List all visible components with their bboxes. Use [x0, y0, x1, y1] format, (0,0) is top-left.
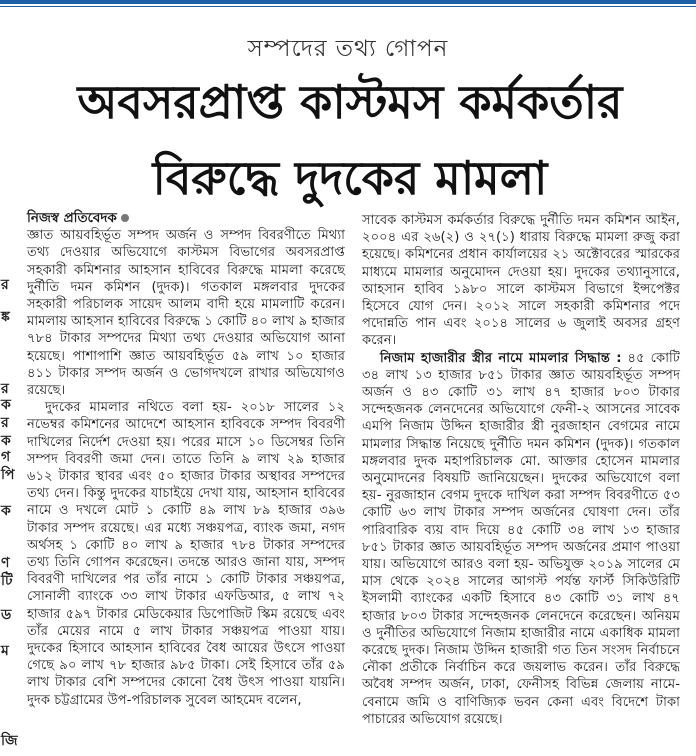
fragment: ক	[1, 433, 11, 449]
fragment: ম	[1, 643, 9, 659]
kicker: সম্পদের তথ্য গোপন	[247, 36, 449, 62]
fragment: পি	[1, 467, 15, 483]
top-rule	[0, 0, 696, 4]
body-paragraph: দুদকের মামলার নথিতে বলা হয়- ২০১৮ সালের ১২ নভেম্বর কমিশনের আদেশে আহসান হাবিবকে সম্পদ বিবরণী দাখিলের নির্দেশ দেওয়া হয়। পরের মাসে ১০ ডিসেম্বর তিনি সম্পদ বিবরণী জমা দেন। তাতে তিনি ৯ লাখ ২৯ হাজার ৬১২ টাকার স্থাবর এবং ৫০ হাজার টাকার অস্থাবর সম্পদের তথ্য দেন। কিন্তু দুদকের যাচাইয়ে দেখা যায়, আহসান হাবিবের নামে ও দখলে মোট ১ কোটি ৪৯ লাখ ৮৯ হাজার ৩৯৬ টাকার সম্পদ রয়েছে। এর মধ্যে সঞ্চয়পত্র, ব্যাংক জমা, নগদ অর্থসহ ১ কোটি ৪০ লাখ ৯ হাজার ৭৮৪ টাকার সম্পদের তথ্য তিনি গোপন করেছেন। তদন্তে আরও জানা যায়, সম্পদ বিবরণী দাখিলের পর তাঁর নামে ১ কোটি টাকার সঞ্চয়পত্র, সোনালী ব্যাংকে ৩৩ লাখ টাকার এফডিআর, ৫ লাখ ৭২ হাজার ৫৯৭ টাকার মেডিকেয়ার ডিপোজিট স্কিম রয়েছে এবং তাঁর মেয়ের নামে ৫ লাখ টাকার সঞ্চয়পত্র পাওয়া যায়। দুদকের হিসাবে আহসান হাবিবের বৈধ আয়ের উৎসে পাওয়া গেছে ৯০ লাখ ৭৮ হাজার ৯৮৫ টাকা। সেই হিসাবে তাঁর ৫৯ লাখ টাকার বেশি সম্পদের কোনো বৈধ উৎস পাওয়া যায়নি। দুদক চট্টগ্রামের উপ-পরিচালক সুবেল আহমেদ বলেন,	[27, 400, 345, 708]
article-column-left	[27, 210, 345, 709]
headline-line-2: বিরুদ্ধে দুদকের মামলা	[152, 151, 548, 205]
fragment: জি	[1, 733, 18, 749]
fragment: ণ	[1, 555, 10, 571]
top-rule-thin	[0, 6, 696, 7]
headline-line-1: অবসরপ্রাপ্ত কাস্টমস কর্মকর্তার	[77, 75, 623, 129]
fragment: ঙ্ক	[1, 309, 10, 325]
fragment: র	[1, 381, 9, 397]
fragment: গ	[1, 449, 11, 465]
byline-row	[27, 210, 345, 227]
fragment: ক	[1, 397, 11, 413]
fragment: ড	[1, 607, 12, 623]
bullet-icon	[121, 214, 129, 222]
byline: নিজস্ব প্রতিবেদক	[27, 211, 117, 226]
adjacent-column-fragments	[0, 240, 18, 756]
body-paragraph: জ্ঞাত আয়বহির্ভূত সম্পদ অর্জন ও সম্পদ বিবরণীতে মিথ্যা তথ্য দেওয়ার অভিযোগে কাস্টমস বিভাগের অবসরপ্রাপ্ত সহকারী কমিশনার আহসান হাবিবের বিরুদ্ধে মামলা করেছে দুর্নীতি দমন কমিশন (দুদক)। গতকাল মঙ্গলবার দুদকের সহকারী পরিচালক সায়েদ আলম বাদী হয়ে মামলাটি করেন। মামলায় আহসান হাবিবের বিরুদ্ধে ১ কোটি ৪০ লাখ ৯ হাজার ৭৮৪ টাকার সম্পদের মিথ্যা তথ্য দেওয়ার অভিযোগ আনা হয়েছে। পাশাপাশি জ্ঞাত আয়বহির্ভূত ৫৯ লাখ ১০ হাজার ৪১১ টাকার সম্পদ অর্জন ও ভোগদখলে রাখার অভিযোগও রয়েছে।	[27, 228, 345, 399]
subhead: নিজাম হাজারীর স্ত্রীর নামে মামলার সিদ্ধান্ত :	[380, 350, 622, 366]
fragment: র	[1, 277, 9, 293]
subhead-paragraph	[362, 350, 680, 728]
subhead-body: ৪৫ কোটি ৩৪ লাখ ১৩ হাজার ৮৫১ টাকার জ্ঞাত আয়বহির্ভূত সম্পদ অর্জন ও ৪৩ কোটি ৩১ লাখ ৪৭ হাজার ৮০৩ টাকার সন্দেহজনক লেনদেনের অভিযোগে ফেনী-২ আসনের সাবেক এমপি নিজাম উদ্দিন হাজারীর স্ত্রী নুরজাহান বেগমের নামে মামলার সিদ্ধান্ত নিয়েছে দুর্নীতি দমন কমিশন (দুদক)। গতকাল মঙ্গলবার দুদক মহাপরিচালক মো. আক্তার হোসেন মামলার অনুমোদনের বিষয়টি জানিয়েছেন। দুদকের অভিযোগে বলা হয়- নুরজাহান বেগম দুদকে দাখিল করা সম্পদ বিবরণীতে ৫৩ কোটি ৬৩ লাখ টাকার সম্পদ অর্জনের ঘোষণা দেন। তাঁর পারিবারিক ব্যয় বাদ দিয়ে ৪৫ কোটি ৩৪ লাখ ১৩ হাজার ৮৫১ টাকার জ্ঞাত আয়বহির্ভূত সম্পদ অর্জনের প্রমাণ পাওয়া যায়। অভিযোগে আরও বলা হয়- অভিযুক্ত ২০১৯ সালের মে মাস থেকে ২০২৪ সালের আগস্ট পর্যন্ত ফার্স্ট সিকিউরিটি ইসলামী ব্যাংকের একটি হিসাবে ৪৩ কোটি ৩১ লাখ ৪৭ হাজার ৮০৩ টাকার সন্দেহজনক লেনদেনে করেছেন। অনিয়ম ও দুর্নীতির অভিযোগে নিজাম হাজারীর নামে একাধিক মামলা করেছে দুদক। নিজাম উদ্দিন হাজারী গত তিন সংসদ নির্বাচনে নৌকা প্রতীকে নির্বাচিন করে জয়লাভ করেন। তাঁর বিরুদ্ধে অবৈধ সম্পদ অর্জন, ঢাকা, ফেনীসহ বিভিন্ন জেলায় নামে-বেনামে জমি ও বাণিজ্যিক ভবন কেনা এবং বিদেশে টাকা পাচারের অভিযোগ রয়েছে।	[362, 350, 680, 727]
fragment: টি	[1, 573, 13, 589]
article-column-right	[362, 212, 680, 728]
fragment: র	[1, 415, 9, 431]
fragment: ক	[1, 503, 11, 519]
body-paragraph: সাবেক কাস্টমস কর্মকর্তার বিরুদ্ধে দুর্নীতি দমন কমিশন আইন, ২০০৪ এর ২৬(২) ও ২৭(১) ধারায় বিরুদ্ধে মামলা রুজু করা হয়েছে। কমিশনের প্রধান কার্যালয়ের ২১ অক্টোবরের স্মারকের মাধ্যমে মামলার অনুমোদন দেওয়া হয়। দুদকের তথ্যানুসারে, আহসান হাবিব ১৯৮০ সালে কাস্টমস বিভাগে ইন্সপেক্টর হিসেবে যোগ দেন। ২০১২ সালে সহকারী কমিশনার পদে পদোন্নতি পান এবং ২০১৪ সালের ৬ জুলাই অবসর গ্রহণ করেন।	[362, 213, 680, 349]
